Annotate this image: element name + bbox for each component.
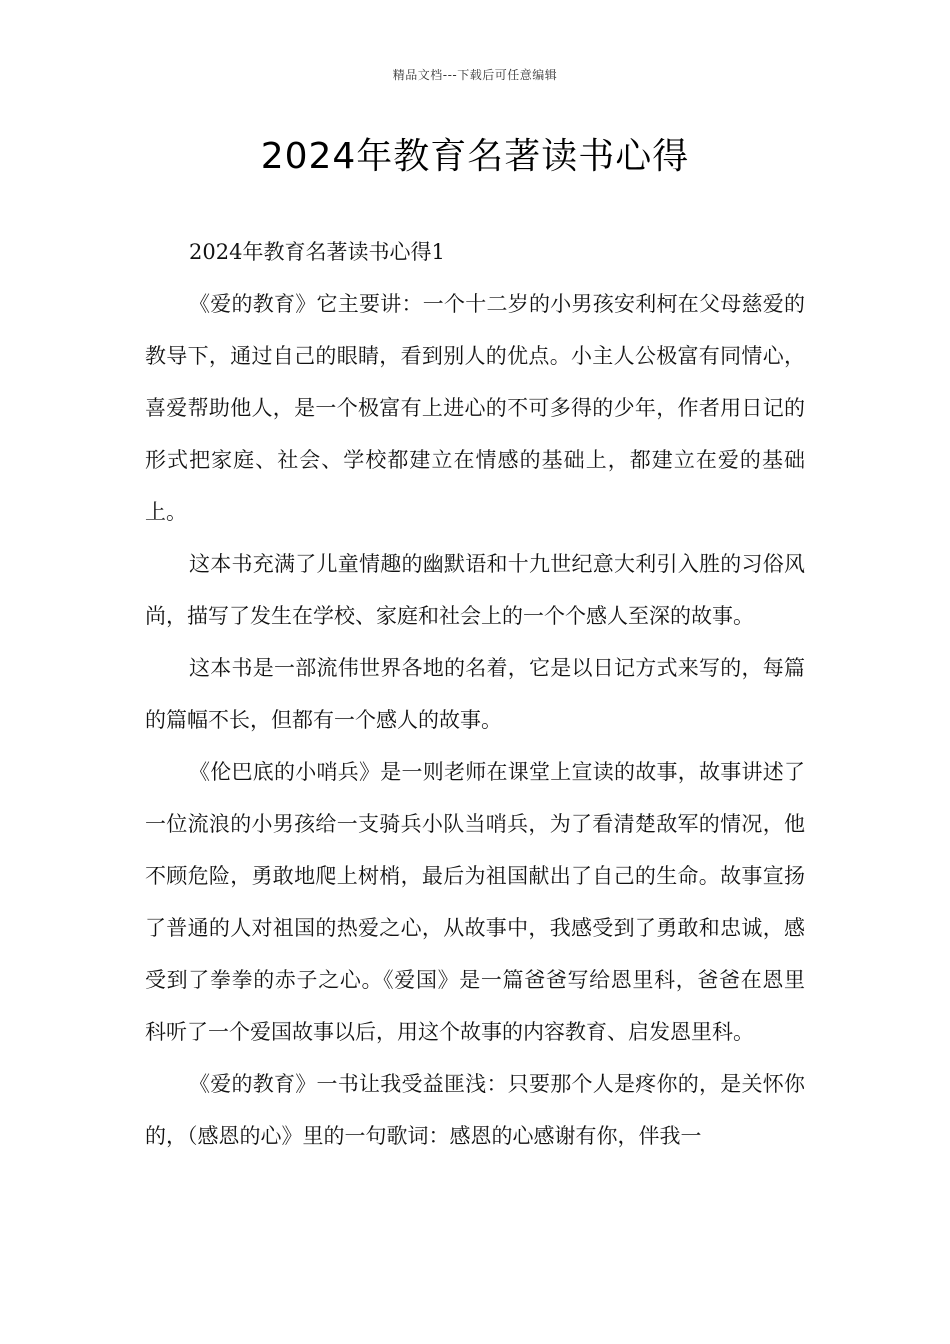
paragraph: 这本书是一部流伟世界各地的名着，它是以日记方式来写的，每篇的篇幅不长，但都有一个感人的故事。 [145,656,805,732]
paragraph: 《伦巴底的小哨兵》是一则老师在课堂上宣读的故事，故事讲述了一位流浪的小男孩给一支骑兵小队当哨兵，为了看清楚敌军的情况，他不顾危险，勇敢地爬上树梢，最后为祖国献出了自己的生命。故事宣扬了普通的人对祖国的热爱之心，从故事中，我感受到了勇敢和忠诚，感受到了拳拳的赤子之心。《爱国》是一篇爸爸写给恩里科，爸爸在恩里科听了一个爱国故事以后，用这个故事的内容教育、启发恩里科。 [145,760,805,1044]
header-note: 精品文档---下载后可任意编辑 [392,68,558,82]
section-heading: 2024年教育名著读书心得1 [189,240,445,264]
document-body [145,226,805,1162]
document-title: 2024年教育名著读书心得 [260,136,690,177]
paragraph: 这本书充满了儿童情趣的幽默语和十九世纪意大利引入胜的习俗风尚，描写了发生在学校、家庭和社会上的一个个感人至深的故事。 [145,552,805,628]
paragraph: 《爱的教育》一书让我受益匪浅：只要那个人是疼你的，是关怀你的，（感恩的心》里的一句歌词：感恩的心感谢有你，伴我一 [145,1072,805,1148]
paragraph: 《爱的教育》它主要讲：一个十二岁的小男孩安利柯在父母慈爱的教导下，通过自己的眼睛，看到别人的优点。小主人公极富有同情心，喜爱帮助他人，是一个极富有上进心的不可多得的少年，作者用日记的形式把家庭、社会、学校都建立在情感的基础上，都建立在爱的基础上。 [145,292,805,524]
